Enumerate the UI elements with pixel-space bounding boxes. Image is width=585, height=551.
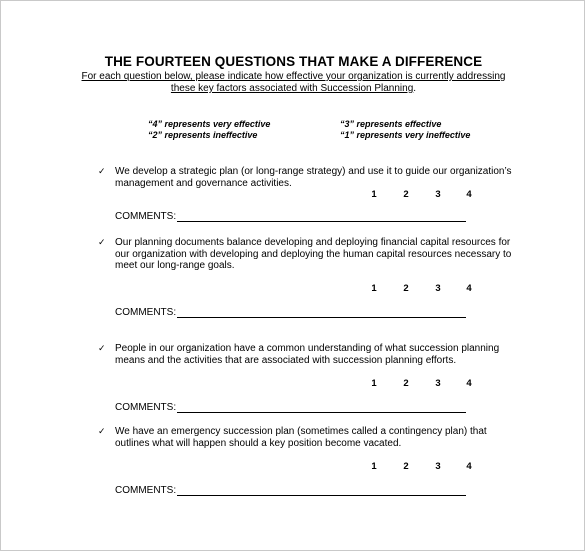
comments-field[interactable] xyxy=(177,412,466,413)
question-line: management and governance activities. xyxy=(115,177,292,189)
rating-option-1[interactable]: 1 xyxy=(371,461,377,472)
rating-option-3[interactable]: 3 xyxy=(435,189,441,200)
checkmark-icon: ✓ xyxy=(98,166,106,176)
legend-one: “1” represents very ineffective xyxy=(340,130,471,140)
comments-field[interactable] xyxy=(177,495,466,496)
rating-option-3[interactable]: 3 xyxy=(435,461,441,472)
checkmark-icon: ✓ xyxy=(98,343,106,353)
rating-option-3[interactable]: 3 xyxy=(435,378,441,389)
comments-label: COMMENTS: xyxy=(115,402,177,413)
rating-legend-left xyxy=(148,119,270,141)
rating-option-2[interactable]: 2 xyxy=(403,378,409,389)
checkmark-icon: ✓ xyxy=(98,426,106,436)
instructions-period: . xyxy=(413,83,417,94)
question-line: Our planning documents balance developing and deploying financial capital resources for xyxy=(115,237,511,248)
legend-two: “2” represents ineffective xyxy=(148,130,258,140)
comments-field[interactable] xyxy=(177,221,466,222)
question-text xyxy=(115,343,515,366)
rating-option-1[interactable]: 1 xyxy=(371,189,377,200)
rating-option-2[interactable]: 2 xyxy=(403,189,409,200)
page-title: THE FOURTEEN QUESTIONS THAT MAKE A DIFFERENCE xyxy=(104,54,483,69)
comments-label: COMMENTS: xyxy=(115,485,177,496)
question-line: We have an emergency succession plan (sometimes called a contingency plan) that xyxy=(115,426,487,437)
comments-label: COMMENTS: xyxy=(115,211,177,222)
question-line: outlines what will happen should a key position become vacated. xyxy=(115,437,402,449)
rating-option-1[interactable]: 1 xyxy=(371,283,377,294)
question-line: our organization with developing and deploying the human capital resources necessary to xyxy=(115,248,512,260)
instructions xyxy=(1,71,585,95)
legend-four: “4” represents very effective xyxy=(148,119,271,129)
rating-option-4[interactable]: 4 xyxy=(466,283,472,294)
instructions-line-1: For each question below, please indicate how effective your organization is currently addressing xyxy=(81,71,506,82)
rating-option-4[interactable]: 4 xyxy=(466,189,472,200)
rating-option-2[interactable]: 2 xyxy=(403,283,409,294)
question-line: People in our organization have a common understanding of what succession planning xyxy=(115,343,500,354)
rating-option-4[interactable]: 4 xyxy=(466,461,472,472)
rating-legend-right xyxy=(340,119,470,141)
question-text xyxy=(115,237,515,272)
rating-option-4[interactable]: 4 xyxy=(466,378,472,389)
comments-field[interactable] xyxy=(177,317,466,318)
question-line: means and the activities that are associated with succession planning efforts. xyxy=(115,354,457,366)
legend-three: “3” represents effective xyxy=(340,119,442,129)
rating-option-3[interactable]: 3 xyxy=(435,283,441,294)
question-text xyxy=(115,166,515,189)
comments-label: COMMENTS: xyxy=(115,307,177,318)
instructions-line-2: these key factors associated with Succession Planning xyxy=(170,83,414,94)
question-line: meet our long-range goals. xyxy=(115,260,235,271)
question-text xyxy=(115,426,515,449)
question-line: We develop a strategic plan (or long-range strategy) and use it to guide our organization’s xyxy=(115,166,512,177)
checkmark-icon: ✓ xyxy=(98,237,106,247)
rating-option-2[interactable]: 2 xyxy=(403,461,409,472)
rating-option-1[interactable]: 1 xyxy=(371,378,377,389)
